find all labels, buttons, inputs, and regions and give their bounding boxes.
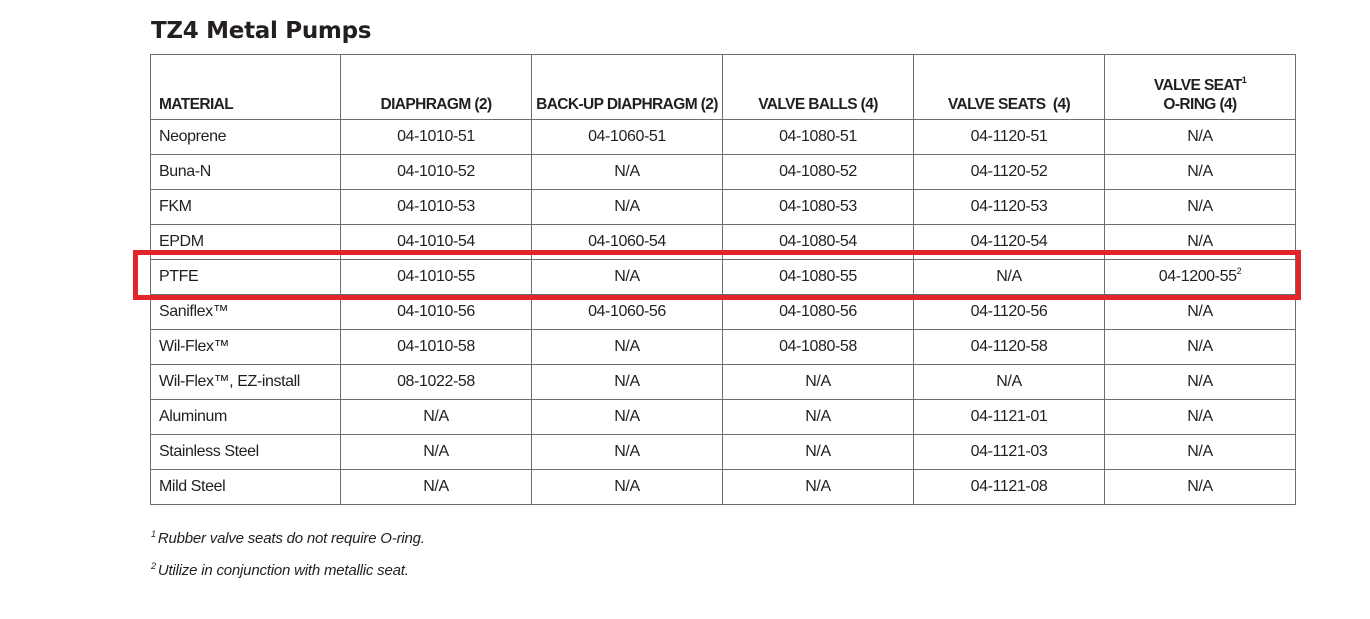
cell-valve-seats: [914, 400, 1105, 435]
cell-valve-seat-oring: [1105, 225, 1296, 260]
header-backup-diaphragm: BACK-UP DIAPHRAGM (2): [532, 55, 723, 120]
cell-valve-balls: [723, 260, 914, 295]
cell-valve-balls-text: 04-1080-56: [779, 303, 857, 320]
cell-backup-diaphragm-text: 04-1060-56: [588, 303, 666, 320]
cell-backup-diaphragm-text: N/A: [614, 478, 640, 495]
cell-valve-seats-text: 04-1120-53: [970, 198, 1048, 215]
cell-diaphragm-text: 08-1022-58: [397, 373, 475, 390]
header-valve-seat-text: VALVE SEAT: [1153, 77, 1242, 94]
cell-valve-seat-oring-text: N/A: [1187, 163, 1213, 180]
cell-valve-seat-oring: [1105, 190, 1296, 225]
cell-diaphragm: [341, 190, 532, 225]
cell-valve-seats-text: 04-1120-52: [970, 163, 1048, 180]
cell-valve-seats-text: 04-1120-58: [970, 338, 1048, 355]
cell-valve-seats: [914, 120, 1105, 155]
cell-valve-balls: [723, 295, 914, 330]
cell-valve-balls-text: 04-1080-51: [779, 128, 857, 145]
cell-valve-balls-text: 04-1080-58: [779, 338, 857, 355]
table-row: [151, 260, 1296, 295]
table-row: [151, 190, 1296, 225]
cell-diaphragm: [341, 260, 532, 295]
cell-backup-diaphragm: [532, 330, 723, 365]
cell-valve-seat-oring: [1105, 295, 1296, 330]
header-row: [151, 55, 1296, 120]
cell-backup-diaphragm: [532, 435, 723, 470]
cell-valve-seat-oring: [1105, 155, 1296, 190]
cell-valve-balls: [723, 190, 914, 225]
table-row: [151, 435, 1296, 470]
cell-backup-diaphragm-text: N/A: [614, 268, 640, 285]
cell-diaphragm-text: 04-1010-55: [397, 268, 475, 285]
cell-backup-diaphragm: [532, 225, 723, 260]
cell-valve-seat-oring: [1105, 120, 1296, 155]
cell-valve-balls: [723, 330, 914, 365]
cell-valve-seat-oring-text: N/A: [1187, 303, 1213, 320]
cell-diaphragm: [341, 330, 532, 365]
header-valve-seat-oring-line2: O-RING (4): [1163, 96, 1237, 113]
cell-valve-seats-text: 04-1121-03: [970, 443, 1048, 460]
cell-valve-seats: [914, 155, 1105, 190]
cell-valve-balls-text: 04-1080-53: [779, 198, 857, 215]
page-title: TZ4 Metal Pumps: [151, 18, 372, 44]
footnote-1: [151, 530, 425, 547]
cell-backup-diaphragm-text: 04-1060-51: [588, 128, 666, 145]
cell-diaphragm: [341, 225, 532, 260]
cell-valve-balls-text: 04-1080-55: [779, 268, 857, 285]
cell-backup-diaphragm-text: N/A: [614, 373, 640, 390]
cell-material-text: FKM: [159, 198, 192, 215]
cell-valve-seat-oring: [1105, 260, 1296, 295]
cell-material: [151, 365, 341, 400]
cell-material-text: Mild Steel: [159, 478, 226, 495]
cell-material: [151, 470, 341, 505]
header-valve-seat-oring: [1105, 55, 1296, 120]
cell-material: [151, 120, 341, 155]
cell-diaphragm-text: 04-1010-54: [397, 233, 475, 250]
cell-valve-seat-oring-text: N/A: [1187, 373, 1213, 390]
cell-valve-seat-oring: [1105, 365, 1296, 400]
cell-diaphragm: [341, 120, 532, 155]
cell-valve-seat-oring: [1105, 330, 1296, 365]
header-valve-seats: VALVE SEATS (4): [914, 55, 1105, 120]
cell-backup-diaphragm-text: N/A: [614, 408, 640, 425]
cell-valve-seat-oring: [1105, 435, 1296, 470]
footnote-2-text: Utilize in conjunction with metallic seat.: [157, 562, 409, 579]
cell-valve-balls-text: N/A: [805, 443, 831, 460]
cell-valve-seat-oring-text: 04-1200-55: [1158, 268, 1237, 285]
cell-valve-seat-oring: [1105, 400, 1296, 435]
cell-material-text: Neoprene: [159, 128, 227, 145]
cell-diaphragm-text: 04-1010-53: [397, 198, 475, 215]
cell-material-text: Saniflex™: [159, 303, 229, 320]
parts-table: [150, 54, 1296, 505]
cell-valve-seats-text: 04-1120-56: [970, 303, 1048, 320]
cell-valve-balls: [723, 470, 914, 505]
header-valve-balls: VALVE BALLS (4): [723, 55, 914, 120]
cell-valve-balls-text: N/A: [805, 373, 831, 390]
cell-diaphragm-text: N/A: [423, 478, 449, 495]
cell-valve-balls-text: 04-1080-54: [779, 233, 857, 250]
footnote-2-marker: 2: [151, 561, 156, 571]
cell-material: [151, 260, 341, 295]
cell-valve-balls-text: N/A: [805, 478, 831, 495]
cell-valve-balls: [723, 155, 914, 190]
cell-valve-seat-oring-text: N/A: [1187, 443, 1213, 460]
cell-valve-seats: [914, 330, 1105, 365]
cell-diaphragm-text: 04-1010-52: [397, 163, 475, 180]
cell-diaphragm-text: N/A: [423, 408, 449, 425]
header-material: MATERIAL: [151, 55, 341, 120]
cell-backup-diaphragm-text: 04-1060-54: [588, 233, 666, 250]
cell-material: [151, 330, 341, 365]
cell-valve-balls: [723, 225, 914, 260]
table-body: [151, 120, 1296, 505]
cell-valve-seats-text: N/A: [996, 373, 1022, 390]
cell-backup-diaphragm: [532, 365, 723, 400]
cell-diaphragm: [341, 470, 532, 505]
cell-backup-diaphragm-text: N/A: [614, 163, 640, 180]
table-row: [151, 470, 1296, 505]
cell-diaphragm-text: 04-1010-56: [397, 303, 475, 320]
cell-backup-diaphragm: [532, 260, 723, 295]
cell-diaphragm: [341, 365, 532, 400]
cell-diaphragm: [341, 295, 532, 330]
cell-valve-seats-text: 04-1121-08: [970, 478, 1048, 495]
table-header: [151, 55, 1296, 120]
cell-valve-seat-oring-text: N/A: [1187, 233, 1213, 250]
cell-valve-seat-oring-text: N/A: [1187, 198, 1213, 215]
cell-backup-diaphragm-text: N/A: [614, 198, 640, 215]
cell-valve-balls: [723, 400, 914, 435]
footnote-marker: 2: [1236, 266, 1242, 276]
cell-valve-seats-text: 04-1120-51: [970, 128, 1048, 145]
cell-material-text: Wil-Flex™: [159, 338, 230, 355]
cell-diaphragm: [341, 155, 532, 190]
cell-backup-diaphragm-text: N/A: [614, 338, 640, 355]
cell-valve-seats: [914, 225, 1105, 260]
footnote-marker: 1: [1241, 75, 1247, 85]
cell-backup-diaphragm: [532, 120, 723, 155]
table-row: [151, 155, 1296, 190]
header-diaphragm: DIAPHRAGM (2): [341, 55, 532, 120]
cell-material: [151, 400, 341, 435]
cell-material: [151, 190, 341, 225]
cell-diaphragm: [341, 435, 532, 470]
cell-valve-seat-oring: [1105, 470, 1296, 505]
table-row: [151, 225, 1296, 260]
footnote-1-marker: 1: [151, 529, 156, 539]
cell-material-text: Aluminum: [159, 408, 227, 425]
cell-backup-diaphragm: [532, 155, 723, 190]
cell-valve-balls-text: N/A: [805, 408, 831, 425]
cell-valve-seats-text: 04-1120-54: [970, 233, 1048, 250]
cell-material-text: EPDM: [159, 233, 204, 250]
cell-valve-seat-oring-text: N/A: [1187, 408, 1213, 425]
cell-backup-diaphragm: [532, 190, 723, 225]
cell-valve-balls: [723, 435, 914, 470]
footnote-2: [151, 562, 409, 579]
cell-valve-seats: [914, 470, 1105, 505]
cell-material: [151, 155, 341, 190]
cell-backup-diaphragm-text: N/A: [614, 443, 640, 460]
cell-material-text: Buna-N: [159, 163, 211, 180]
cell-valve-balls: [723, 365, 914, 400]
cell-valve-seats-text: N/A: [996, 268, 1022, 285]
table-row: [151, 400, 1296, 435]
cell-diaphragm-text: 04-1010-51: [397, 128, 475, 145]
cell-material-text: Wil-Flex™, EZ-install: [159, 373, 300, 390]
cell-valve-balls: [723, 120, 914, 155]
cell-valve-seat-oring-text: N/A: [1187, 478, 1213, 495]
cell-backup-diaphragm: [532, 400, 723, 435]
header-valve-seat-oring-line1: [1105, 76, 1295, 95]
cell-material-text: PTFE: [159, 268, 199, 285]
table-row: [151, 295, 1296, 330]
cell-material: [151, 295, 341, 330]
cell-diaphragm: [341, 400, 532, 435]
cell-valve-seats: [914, 190, 1105, 225]
cell-valve-seats: [914, 295, 1105, 330]
cell-diaphragm-text: N/A: [423, 443, 449, 460]
cell-valve-seat-oring-text: N/A: [1187, 128, 1213, 145]
cell-valve-seats: [914, 435, 1105, 470]
table-row: [151, 365, 1296, 400]
cell-material: [151, 225, 341, 260]
cell-material: [151, 435, 341, 470]
footnote-1-text: Rubber valve seats do not require O-ring.: [157, 530, 425, 547]
cell-valve-seats-text: 04-1121-01: [970, 408, 1048, 425]
cell-valve-seats: [914, 260, 1105, 295]
cell-backup-diaphragm: [532, 295, 723, 330]
table-row: [151, 330, 1296, 365]
cell-valve-seat-oring-text: N/A: [1187, 338, 1213, 355]
cell-valve-balls-text: 04-1080-52: [779, 163, 857, 180]
cell-material-text: Stainless Steel: [159, 443, 259, 460]
cell-valve-seats: [914, 365, 1105, 400]
cell-diaphragm-text: 04-1010-58: [397, 338, 475, 355]
table-row: [151, 120, 1296, 155]
cell-backup-diaphragm: [532, 470, 723, 505]
